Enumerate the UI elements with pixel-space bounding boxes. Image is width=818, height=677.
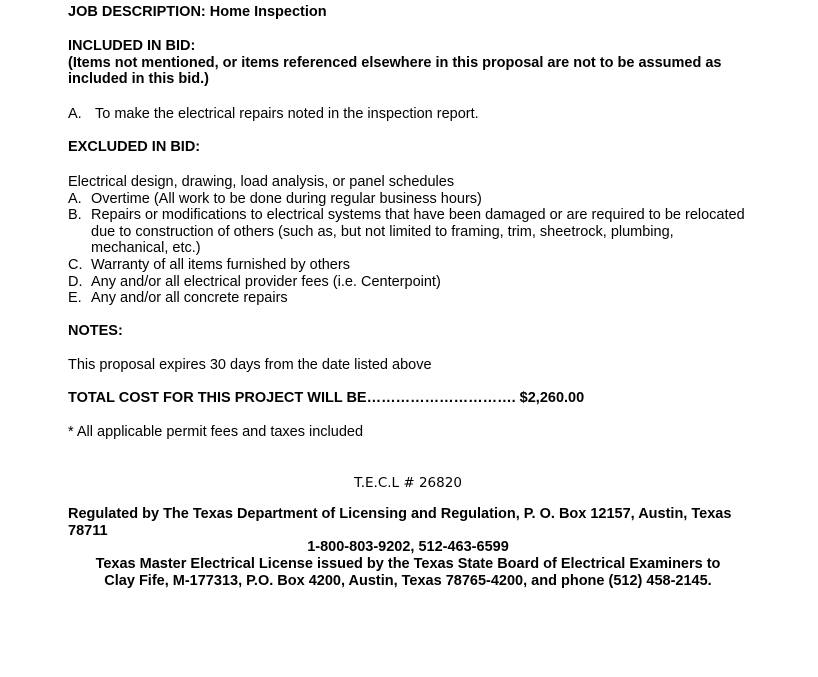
list-marker: C. xyxy=(68,256,83,273)
list-item xyxy=(68,257,748,274)
list-item xyxy=(68,274,748,291)
list-marker: A. xyxy=(68,190,82,207)
license-line-1: Texas Master Electrical License issued by the Texas State Board of Electrical Examiners to xyxy=(95,555,721,572)
list-marker: B. xyxy=(68,207,82,224)
list-item-text: Warranty of all items furnished by others xyxy=(91,256,350,273)
list-item xyxy=(68,106,748,123)
fees-note-block xyxy=(68,424,748,441)
fees-note: * All applicable permit fees and taxes included xyxy=(68,424,364,440)
total-cost-leader: …………………………. xyxy=(366,390,516,406)
list-item xyxy=(68,290,748,307)
tecl-number: T.E.C.L # 26820 xyxy=(354,475,462,491)
regulated-block xyxy=(68,506,748,539)
included-section xyxy=(68,38,748,88)
tecl-license xyxy=(68,475,748,492)
included-list xyxy=(68,106,748,123)
excluded-section xyxy=(68,174,748,307)
footer-contact xyxy=(68,539,748,590)
regulated-text: Regulated by The Texas Department of Licensing and Regulation, P. O. Box 12157, Austin, Texas 78711 xyxy=(68,506,732,539)
total-cost-label: TOTAL COST FOR THIS PROJECT WILL BE xyxy=(68,390,367,406)
included-note: (Items not mentioned, or items referenced elsewhere in this proposal are not to be assumed as included in this bid.) xyxy=(68,54,722,88)
list-item-text: Any and/or all concrete repairs xyxy=(91,290,288,307)
list-item xyxy=(68,191,748,208)
list-item-text: Overtime (All work to be done during regular business hours) xyxy=(91,190,482,207)
license-line-2: Clay Fife, M-177313, P.O. Box 4200, Austin, Texas 78765-4200, and phone (512) 458-2145. xyxy=(104,573,712,590)
excluded-intro: Electrical design, drawing, load analysis, or panel schedules xyxy=(68,174,455,190)
list-item xyxy=(68,207,748,257)
list-marker: D. xyxy=(68,273,83,290)
notes-heading-block xyxy=(68,323,748,340)
notes-text: This proposal expires 30 days from the date listed above xyxy=(68,357,432,373)
list-marker: E. xyxy=(68,290,82,307)
list-item-text: Any and/or all electrical provider fees (i.e. Centerpoint) xyxy=(91,273,441,290)
job-description-text: JOB DESCRIPTION: Home Inspection xyxy=(68,4,327,20)
footer-phones: 1-800-803-9202, 512-463-6599 xyxy=(307,539,509,555)
total-cost-line xyxy=(68,390,748,407)
included-heading: INCLUDED IN BID: xyxy=(68,38,196,54)
total-cost xyxy=(68,390,748,407)
list-item-text: To make the electrical repairs noted in the inspection report. xyxy=(95,106,479,122)
list-marker: A. xyxy=(68,106,82,122)
list-item-text: Repairs or modifications to electrical systems that have been damaged or are required to be relocated due to construction of others (such as, but not limited to framing, trim, sheetrock, plumbing, mechanical, etc.) xyxy=(91,207,745,257)
excluded-heading: EXCLUDED IN BID: xyxy=(68,139,201,155)
job-description xyxy=(68,4,748,21)
excluded-heading-block xyxy=(68,139,748,156)
total-cost-amount: $2,260.00 xyxy=(519,390,585,406)
notes-heading: NOTES: xyxy=(68,323,123,339)
notes-text-block xyxy=(68,357,748,374)
